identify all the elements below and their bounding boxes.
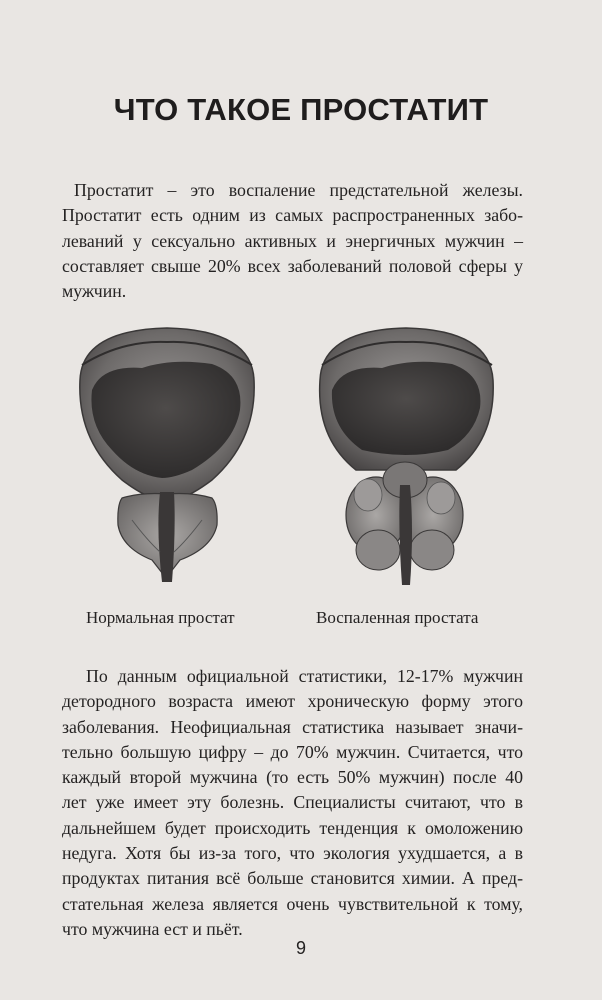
page-number: 9 bbox=[295, 938, 306, 958]
normal-prostate-illustration bbox=[62, 320, 272, 590]
text-line: недуга. Хотя бы из-за того, что экология ухудшается, а в bbox=[62, 843, 523, 864]
text-line: заболевания. Неофициальная статистика называет значи- bbox=[62, 716, 523, 737]
text-line: леваний у сексуально активных и энергичных мужчин – bbox=[62, 230, 523, 251]
text-line: мужчин. bbox=[62, 281, 127, 302]
text-line: лет уже имеет эту болезнь. Специалисты считают, что в bbox=[62, 792, 523, 813]
inflamed-prostate-illustration bbox=[298, 320, 508, 590]
text-line: что мужчина ест и пьёт. bbox=[62, 918, 243, 939]
statistics-paragraph bbox=[62, 664, 523, 942]
text-line: тельно большую цифру – до 70% мужчин. Считается, что bbox=[62, 741, 523, 762]
text-line: По данным официальной статистики, 12-17% мужчин bbox=[86, 666, 523, 686]
text-line: дальнейшем будет происходить тенденция к омоложению bbox=[62, 817, 523, 838]
text-line: каждый второй мужчина (то есть 50% мужчин) после 40 bbox=[62, 767, 523, 788]
intro-paragraph bbox=[62, 178, 523, 304]
text-line: продуктах питания всё больше становится химии. А пред- bbox=[62, 868, 523, 889]
text-line: составляет свыше 20% всех заболеваний половой сферы у bbox=[62, 255, 523, 276]
page-title: ЧТО ТАКОЕ ПРОСТАТИТ bbox=[113, 92, 489, 127]
inflamed-caption: Воспаленная простата bbox=[316, 608, 479, 627]
text-line: стательная железа является очень чувствительной к тому, bbox=[62, 893, 523, 914]
text-line: Простатит – это воспаление предстательной железы. bbox=[74, 180, 523, 200]
text-line: детородного возраста имеют хроническую форму этого bbox=[62, 691, 523, 712]
normal-caption: Нормальная простат bbox=[86, 608, 235, 627]
text-line: Простатит есть одним из самых распространенных забо- bbox=[62, 205, 523, 226]
